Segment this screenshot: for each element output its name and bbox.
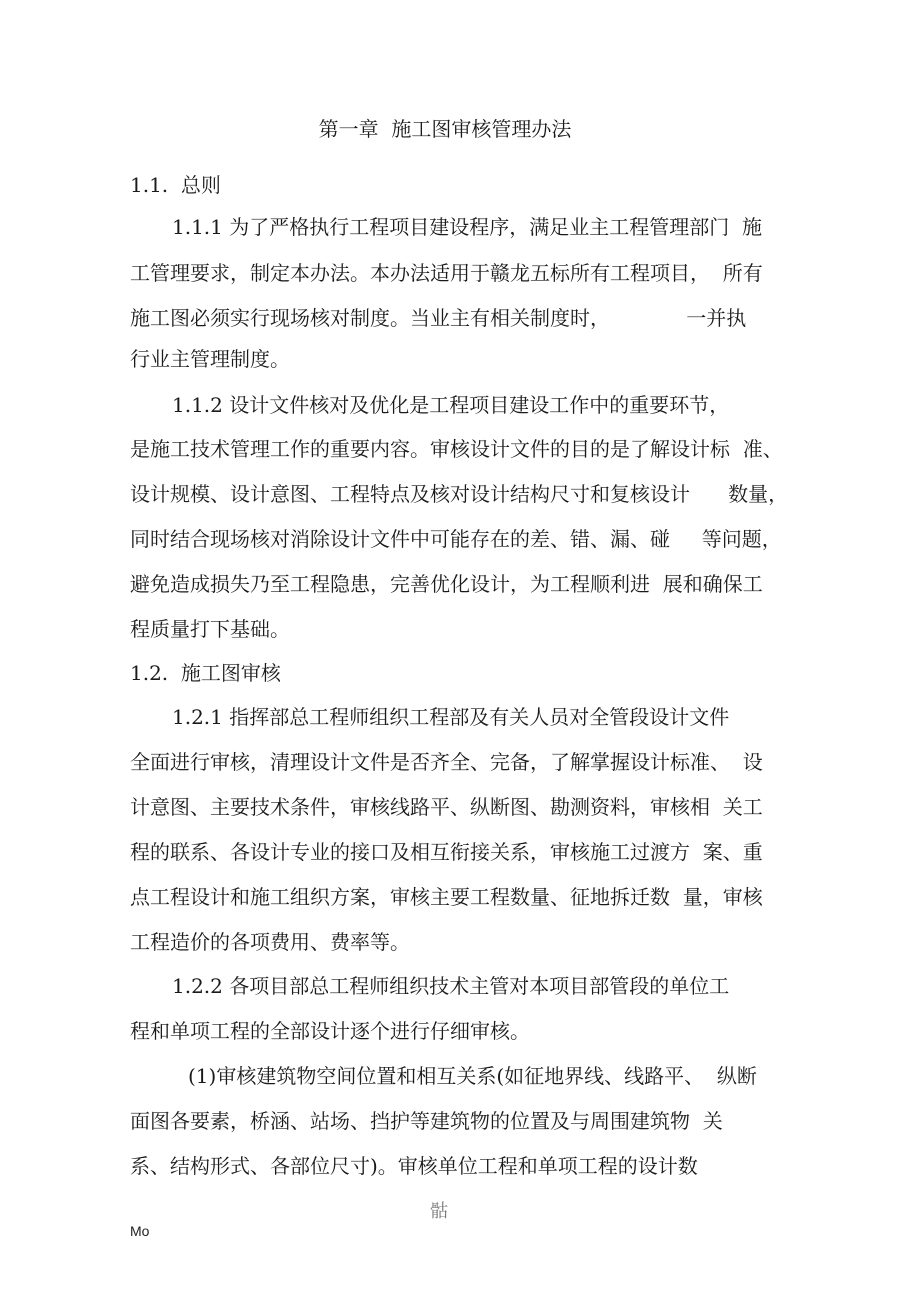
- paragraph-line: 避免造成损失乃至工程隐患，完善优化设计，为工程顺利进 展和确保工: [130, 572, 763, 596]
- paragraph-line: 1.1.2 设计文件核对及优化是工程项目建设工作中的重要环节，: [172, 393, 730, 417]
- paragraph-line: 设计规模、设计意图、工程特点及核对设计结构尺寸和复核设计 数量，: [130, 482, 789, 506]
- chapter-title: 第一章 施工图审核管理办法: [318, 117, 572, 141]
- paragraph-line: 系、结构形式、各部位尺寸)。审核单位工程和单项工程的设计数: [130, 1154, 698, 1178]
- section-heading: 1.2. 施工图审核: [130, 661, 281, 685]
- paragraph-line: 1.1.1 为了严格执行工程项目建设程序，满足业主工程管理部门 施: [172, 215, 762, 239]
- section-heading: 1.1. 总则: [130, 173, 221, 197]
- footer-mark: Mo: [130, 1223, 150, 1239]
- paragraph-line: 是施工技术管理工作的重要内容。审核设计文件的目的是了解设计标 准、: [130, 437, 783, 461]
- paragraph-line: 施工图必须实行现场核对制度。当业主有相关制度时， 一并执: [130, 306, 747, 330]
- paragraph-line: 面图各要素，桥涵、站场、挡护等建筑物的位置及与周围建筑物 关: [130, 1109, 723, 1133]
- paragraph-line: 行业主管理制度。: [130, 347, 290, 371]
- paragraph-line: 工程造价的各项费用、费率等。: [130, 930, 410, 954]
- page-number: 骷: [430, 1201, 448, 1222]
- paragraph-line: 1.2.1 指挥部总工程师组织工程部及有关人员对全管段设计文件: [172, 705, 730, 729]
- paragraph-line: 程质量打下基础。: [130, 617, 290, 641]
- paragraph-line: 全面进行审核，清理设计文件是否齐全、完备，了解掌握设计标准、 设: [130, 750, 763, 774]
- paragraph-line: 1.2.2 各项目部总工程师组织技术主管对本项目部管段的单位工: [172, 974, 730, 998]
- paragraph-line: 同时结合现场核对消除设计文件中可能存在的差、错、漏、碰 等问题，: [130, 527, 782, 551]
- paragraph-line: (1)审核建筑物空间位置和相互关系(如征地界线、线路平、 纵断: [188, 1064, 757, 1088]
- paragraph-line: 点工程设计和施工组织方案，审核主要工程数量、征地拆迁数 量，审核: [130, 885, 763, 909]
- paragraph-line: 程和单项工程的全部设计逐个进行仔细审核。: [130, 1019, 530, 1043]
- paragraph-line: 计意图、主要技术条件，审核线路平、纵断图、勘测资料，审核相 关工: [130, 795, 763, 819]
- paragraph-line: 程的联系、各设计专业的接口及相互衔接关系，审核施工过渡方 案、重: [130, 840, 763, 864]
- paragraph-line: 工管理要求，制定本办法。本办法适用于赣龙五标所有工程项目， 所有: [130, 261, 763, 285]
